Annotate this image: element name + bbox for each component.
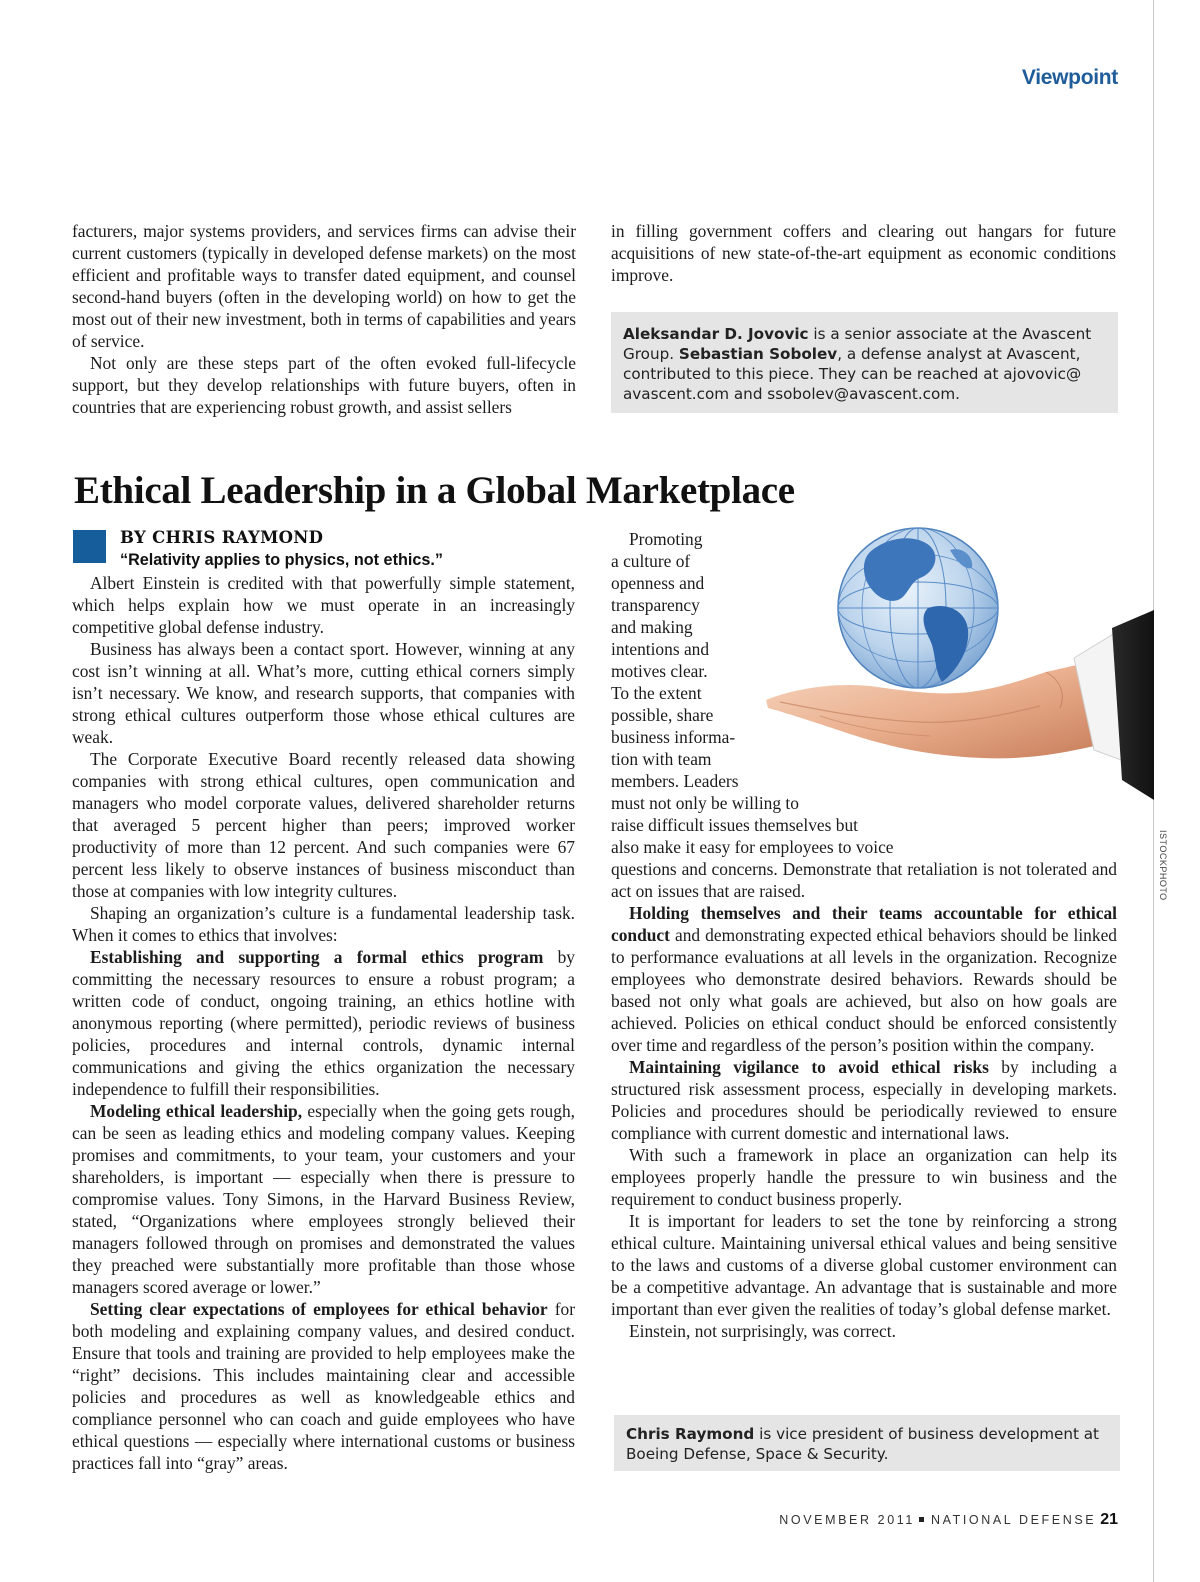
article-paragraph xyxy=(72,946,575,1100)
paragraph-lead: Maintaining vigilance to avoid ethical risks xyxy=(629,1057,989,1077)
wrap-line: a culture of xyxy=(611,551,691,571)
prev-article-right-column xyxy=(611,220,1116,286)
bio-text-2: , a defense analyst at Avascent, contributed to this piece. They can be reached at ajovovic@ avascent.com and ssobolev@avascent.com. xyxy=(623,345,1082,403)
wrap-line: To the extent xyxy=(611,683,702,703)
byline: BY CHRIS RAYMOND xyxy=(120,528,324,547)
bio-author-name: Chris Raymond xyxy=(626,1425,755,1443)
wrap-line: business informa- xyxy=(611,727,736,747)
article-paragraph: Einstein, not surprisingly, was correct. xyxy=(629,1321,896,1341)
article-paragraph: With such a framework in place an organization can help its employees properly handle the pressure to win business and the requirement to conduct business properly. xyxy=(611,1145,1117,1209)
wrap-line: motives clear. xyxy=(611,661,708,681)
prev-paragraph-3: in filling government coffers and clearing out hangars for future acquisitions of new state-of-the-art equipment as economic conditions improve. xyxy=(611,221,1116,285)
article-paragraph: It is important for leaders to set the tone by reinforcing a strong ethical culture. Maintaining universal ethical values and being sensitive to the laws and customs of a diverse global customer environment can be a competitive advantage. An advantage that is sustainable and more important than ever given the realities of today’s global defense market. xyxy=(611,1211,1117,1319)
wrap-line: and making xyxy=(611,617,693,637)
article-paragraph xyxy=(72,1100,575,1298)
byline-square-marker xyxy=(73,530,106,563)
wrap-line: possible, share xyxy=(611,705,714,725)
globe-icon xyxy=(838,528,998,688)
paragraph-body: for both modeling and explaining company values, and desired conduct. Ensure that tools and training are provided to help employees make the “right” decisions. This includes maintaining clear and accessible policies and procedures as well as knowledgeable ethics and compliance personnel who can coach and guide employees who have ethical questions — especially where international customs or business practices fall into “gray” areas. xyxy=(72,1299,575,1473)
paragraph-lead: Modeling ethical leadership, xyxy=(90,1101,303,1121)
article-paragraph xyxy=(72,1298,575,1474)
bio-author-name-2: Sebastian Sobolev xyxy=(678,345,838,363)
prev-paragraph-1: facturers, major systems providers, and services firms can advise their current customers (typically in developed defense markets) on the most efficient and profitable ways to transfer dated equipment, and counsel second-hand buyers (often in the developing world) on how to get the most out of their new investment, both in terms of capabilities and years of service. xyxy=(72,221,576,351)
footer-separator xyxy=(919,1517,924,1522)
author-bio-box xyxy=(614,1415,1120,1471)
page-number: 21 xyxy=(1100,1511,1118,1528)
article-paragraph xyxy=(611,1056,1117,1144)
article-paragraph: The Corporate Executive Board recently released data showing companies with strong ethical cultures, open communication and managers who model corporate values, delivered shareholder returns that averaged 5 percent higher than peers; improved worker productivity of more than 12 percent. And such companies were 67 percent less likely to observe instances of business misconduct than those at companies with low integrity cultures. xyxy=(72,749,575,901)
article-paragraph: Business has always been a contact sport. However, winning at any cost isn’t winning at all. What’s more, cutting ethical corners simply isn’t necessary. We know, and research supports, that companies with strong ethical cultures outperform those whose ethical cultures are weak. xyxy=(72,639,575,747)
article-title: Ethical Leadership in a Global Marketplace xyxy=(74,469,795,512)
paragraph-lead: Promoting xyxy=(629,529,703,549)
article-paragraph xyxy=(611,902,1117,1056)
prev-article-left-column xyxy=(72,220,576,418)
article-paragraph: Albert Einstein is credited with that powerfully simple statement, which helps explain how we must operate in an increasingly competitive global defense industry. xyxy=(72,573,575,637)
page-footer xyxy=(779,1511,1118,1529)
prev-paragraph-2: Not only are these steps part of the often evoked full-lifecycle support, but they develop relationships with future buyers, often in countries that are experiencing robust growth, and assist sellers xyxy=(72,353,576,417)
footer-date: NOVEMBER 2011 xyxy=(779,1513,915,1527)
paragraph-lead: Setting clear expectations of employees for ethical behavior xyxy=(90,1299,548,1319)
prev-author-bio-box xyxy=(611,312,1118,413)
photo-credit: ISTOCKPHOTO xyxy=(1158,830,1168,901)
article-paragraph: questions and concerns. Demonstrate that retaliation is not tolerated and act on issues that are raised. xyxy=(611,859,1117,901)
wrap-line: raise difficult issues themselves but xyxy=(611,815,858,835)
paragraph-lead: Holding themselves and their teams accountable for ethical conduct xyxy=(611,903,1117,945)
article-left-column xyxy=(72,572,575,1474)
wrap-line: intentions and xyxy=(611,639,710,659)
bio-text-1: is a senior associate at the Avascent Group. xyxy=(623,325,1092,363)
footer-publication: NATIONAL DEFENSE xyxy=(930,1513,1097,1527)
wrap-line: also make it easy for employees to voice xyxy=(611,837,894,857)
paragraph-body: by committing the necessary resources to ensure a robust program; a written code of conduct, ongoing training, an ethics hotline with anonymous reporting (where permitted), periodic reviews of business policies, procedures and internal controls, dynamic internal communications and giving the ethics organization the necessary independence to fulfill their responsibilities. xyxy=(72,947,576,1099)
paragraph-body: and demonstrating expected ethical behaviors should be linked to performance evaluations at all levels in the organization. Recognize employees who demonstrate desired behaviors. Rewards should be based not only what goals are achieved, but also on how goals are achieved. Policies on ethical conduct should be enforced consistently over time and regardless of the person’s position within the company. xyxy=(611,925,1117,1055)
article-paragraph: Shaping an organization’s culture is a fundamental leadership task. When it comes to ethics that involves: xyxy=(72,903,575,945)
paragraph-lead: Establishing and supporting a formal ethics program xyxy=(90,947,544,967)
wrap-line: openness and xyxy=(611,573,705,593)
section-label: Viewpoint xyxy=(1021,66,1118,89)
wrap-line: transparency xyxy=(611,595,700,615)
wrap-line: tion with team xyxy=(611,749,712,769)
paragraph-body: by including a structured risk assessment process, especially in developing markets. Policies and procedures should be periodically reviewed to ensure compliance with current domestic and international laws. xyxy=(611,1057,1117,1143)
bio-text: is vice president of business development at Boeing Defense, Space & Security. xyxy=(626,1425,1100,1463)
wrap-line: must not only be willing to xyxy=(611,793,799,813)
opening-quote: “Relativity applies to physics, not ethics.” xyxy=(120,551,443,569)
bio-author-name-1: Aleksandar D. Jovovic xyxy=(623,325,809,343)
wrap-line: members. Leaders xyxy=(611,771,739,791)
globe-in-hand-image xyxy=(760,510,1154,850)
paragraph-body: especially when the going gets rough, can be seen as leading ethics and modeling company values. Keeping promises and commitments, to your team, your customers and your shareholders, is important — especially when there is pressure to compromise values. Tony Simons, in the Harvard Business Review, stated, “Organizations where employees strongly believed their managers followed through on promises and demonstrated the values they preached were substantially more profitable than those whose managers scored average or lower.” xyxy=(72,1101,575,1297)
